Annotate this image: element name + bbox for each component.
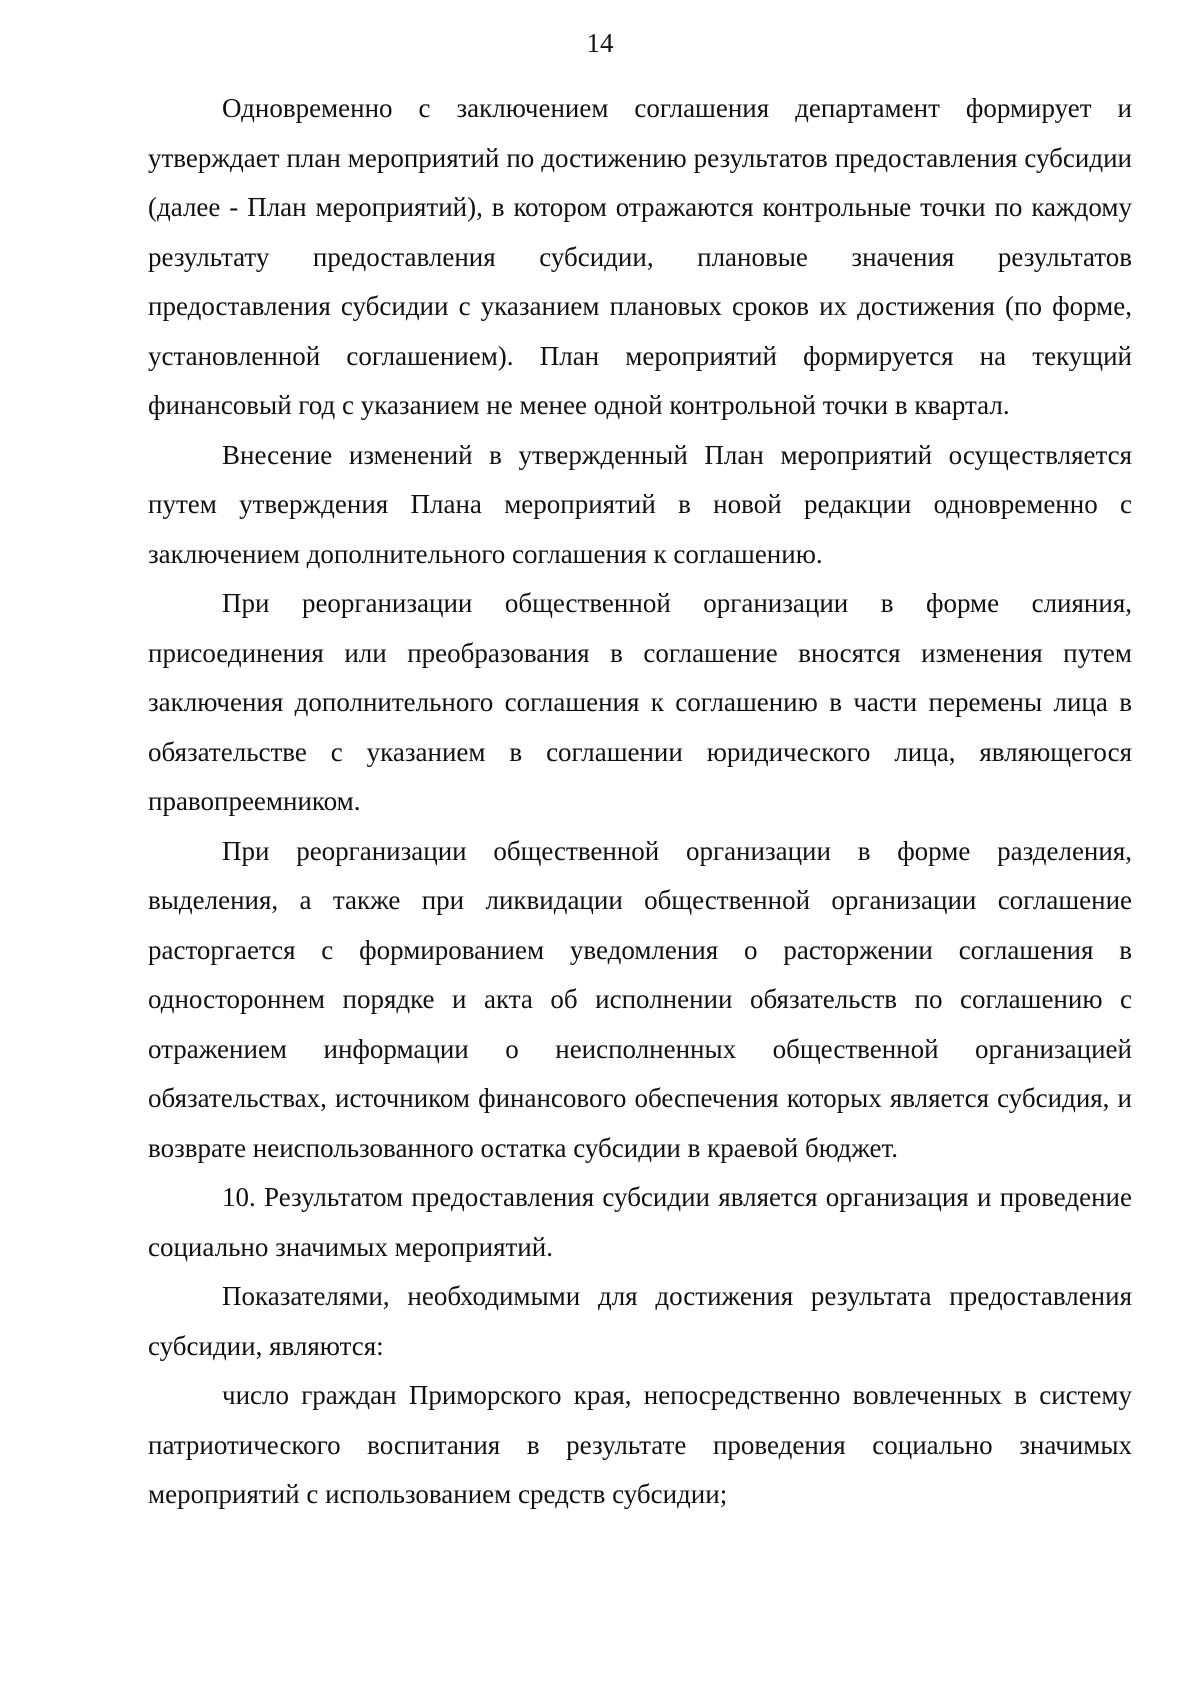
paragraph-plan-changes: Внесение изменений в утвержденный План мероприятий осуществляется путем утверждения Плана мероприятий в новой редакции одновременно с заключением дополнительного соглашения к соглашению. (148, 439, 1132, 569)
paragraph-reorganization-division: При реорганизации общественной организации в форме разделения, выделения, а также при ликвидации общественной организации соглашение расторгается с формированием уведомления о расторжении соглашения в одностороннем порядке и акта об исполнении обязательств по соглашению с отражением информации о неисполненных общественной организацией обязательствах, источником финансового обеспечения которых является субсидия, и возврате неиспользованного остатка субсидии в краевой бюджет. (148, 835, 1132, 1163)
document-body (148, 84, 1132, 1520)
paragraph-action-plan: Одновременно с заключением соглашения департамент формирует и утверждает план мероприятий по достижению результатов предоставления субсидии (далее - План мероприятий), в котором отражаются контрольные точки по каждому результату предоставления субсидии, плановые значения результатов предоставления субсидии с указанием плановых сроков их достижения (по форме, установленной соглашением). План мероприятий формируется на текущий финансовый год с указанием не менее одной контрольной точки в квартал. (148, 93, 1132, 420)
paragraph-subsidy-result: 10. Результатом предоставления субсидии является организация и проведение социально значимых мероприятий. (148, 1182, 1132, 1262)
paragraph-indicator-citizens: число граждан Приморского края, непосредственно вовлеченных в систему патриотического воспитания в результате проведения социально значимых мероприятий с использованием средств субсидии; (148, 1380, 1132, 1509)
paragraph-indicators-intro: Показателями, необходимыми для достижения результата предоставления субсидии, являются: (148, 1281, 1132, 1361)
page-number: 14 (586, 28, 614, 58)
paragraph-reorganization-merger: При реорганизации общественной организации в форме слияния, присоединения или преобразования в соглашение вносятся изменения путем заключения дополнительного соглашения к соглашению в части перемены лица в обязательстве с указанием в соглашении юридического лица, являющегося правопреемником. (148, 588, 1132, 816)
